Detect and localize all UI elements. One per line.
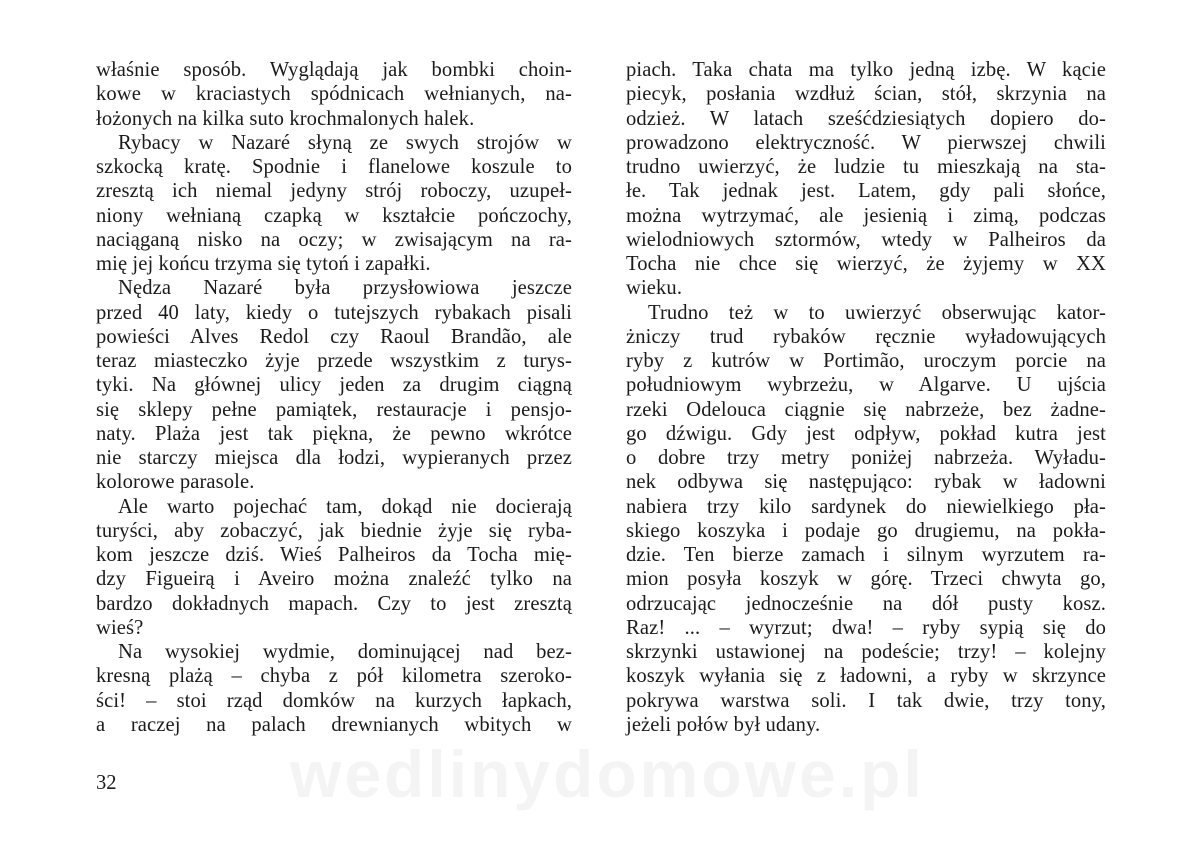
text-line: nie starczy miejsca dla łodzi, wypieranych przez (96, 447, 572, 469)
text-line: szkocką kratę. Spodnie i flanelowe koszule to (96, 156, 572, 178)
text-line: Nędza Nazaré była przysłowiowa jeszcze (118, 277, 572, 300)
text-line: Raz! ... – wyrzut; dwa! – ryby sypią się do (626, 616, 1106, 639)
text-line: piecyk, posłania wzdłuż ścian, stół, skrzynia na (626, 83, 1106, 106)
text-line: teraz miasteczko żyje przede wszystkim z turys- (96, 350, 572, 372)
text-line: wieku. (626, 277, 683, 300)
text-line: a raczej na palach drewnianych wbitych w (96, 713, 572, 736)
text-line: właśnie sposób. Wyglądają jak bombki choin- (96, 59, 572, 81)
text-line: nek odbywa się następująco: rybak w ładowni (626, 471, 1106, 494)
text-line: dzie. Ten bierze zamach i silnym wyrzutem ra- (626, 544, 1106, 566)
text-line: piach. Taka chata ma tylko jedną izbę. W kącie (626, 59, 1106, 81)
text-line: przed 40 laty, kiedy o tutejszych rybakach pisali (96, 301, 572, 324)
text-line: skiego koszyka i podaje go drugiemu, na pokła- (626, 519, 1106, 542)
text-line: odrzucając jednocześnie na dół pusty kosz. (626, 592, 1106, 615)
text-line: nabiera trzy kilo sardynek do niewielkiego pła- (626, 495, 1106, 518)
text-line: Rybacy w Nazaré słyną ze swych strojów w (118, 131, 572, 154)
text-line: kom jeszcze dziś. Wieś Palheiros da Tocha mię- (96, 544, 572, 566)
text-line: turyści, aby zobaczyć, jak biednie żyje się ryba- (96, 519, 572, 542)
text-line: zresztą ich niemal jedyny strój roboczy, uzupeł- (96, 180, 572, 203)
watermark: wedlinydomowe.pl (290, 737, 925, 811)
page-number: 32 (96, 772, 117, 794)
text-line: powieści Alves Redol czy Raoul Brandão, ale (96, 325, 572, 348)
text-line: koszyk wyłania się z ładowni, a ryby w skrzynce (626, 665, 1106, 688)
text-line: Tocha nie chce się wierzyć, że żyjemy w XX (626, 253, 1106, 275)
text-line: Na wysokiej wydmie, dominującej nad bez- (118, 641, 572, 663)
text-line: mion posyła koszyk w górę. Trzeci chwyta go, (626, 568, 1106, 591)
text-line: pokrywa warstwa soli. I tak dwie, trzy tony, (626, 689, 1106, 712)
text-line: niony wełnianą czapką w kształcie pończochy, (96, 204, 572, 227)
text-line: Trudno też w to uwierzyć obserwując kator- (648, 301, 1106, 324)
text-line: bardzo dokładnych mapach. Czy to jest zresztą (96, 592, 572, 615)
text-line: się sklepy pełne pamiątek, restauracje i pensjo- (96, 398, 572, 421)
text-line: naty. Plaża jest tak piękna, że pewno wkrótce (96, 422, 572, 445)
text-line: jeżeli połów był udany. (626, 713, 821, 736)
text-line: o dobre trzy metry poniżej nabrzeża. Wyładu- (626, 447, 1106, 469)
text-line: naciąganą nisko na oczy; w zwisającym na ra- (96, 228, 572, 251)
text-line: kolorowe parasole. (96, 471, 255, 494)
text-line: wielodniowych sztormów, wtedy w Palheiros da (626, 228, 1106, 251)
text-line: południowym wybrzeżu, w Algarve. U ujścia (626, 374, 1106, 397)
text-line: kresną plażą – chyba z pół kilometra szeroko- (96, 665, 572, 688)
text-line: odzież. W latach sześćdziesiątych dopiero do- (626, 107, 1106, 130)
text-line: ryby z kutrów w Portimão, uroczym porcie na (626, 350, 1106, 372)
text-line: trudno uwierzyć, że ludzie tu mieszkają na sta- (626, 156, 1106, 178)
text-line: łożonych na kilka suto krochmalonych halek. (96, 107, 475, 130)
text-line: prowadzono elektryczność. W pierwszej chwili (626, 131, 1106, 154)
text-line: dzy Figueirą i Aveiro można znaleźć tylko na (96, 568, 572, 591)
text-line: rzeki Odelouca ciągnie się nabrzeże, bez żadne- (626, 398, 1106, 421)
text-line: Ale warto pojechać tam, dokąd nie docierają (118, 495, 572, 518)
text-line: go dźwigu. Gdy jest odpływ, pokład kutra jest (626, 422, 1106, 445)
text-line: kowe w kraciastych spódnicach wełnianych, na- (96, 83, 572, 106)
text-line: tyki. Na głównej ulicy jeden za drugim ciągną (96, 374, 572, 397)
text-line: ści! – stoi rząd domków na kurzych łapkach, (96, 689, 572, 712)
text-line: skrzynki ustawionej na podeście; trzy! – kolejny (626, 641, 1106, 663)
text-line: wieś? (96, 616, 144, 639)
text-line: można wytrzymać, ale jesienią i zimą, podczas (626, 204, 1106, 227)
left-text-column (96, 58, 572, 737)
right-text-column (626, 58, 1106, 737)
text-line: mię jej końcu trzyma się tytoń i zapałki. (96, 253, 431, 275)
text-line: łe. Tak jednak jest. Latem, gdy pali słońce, (626, 180, 1106, 203)
text-line: żniczy trud rybaków ręcznie wyładowujących (626, 325, 1106, 348)
